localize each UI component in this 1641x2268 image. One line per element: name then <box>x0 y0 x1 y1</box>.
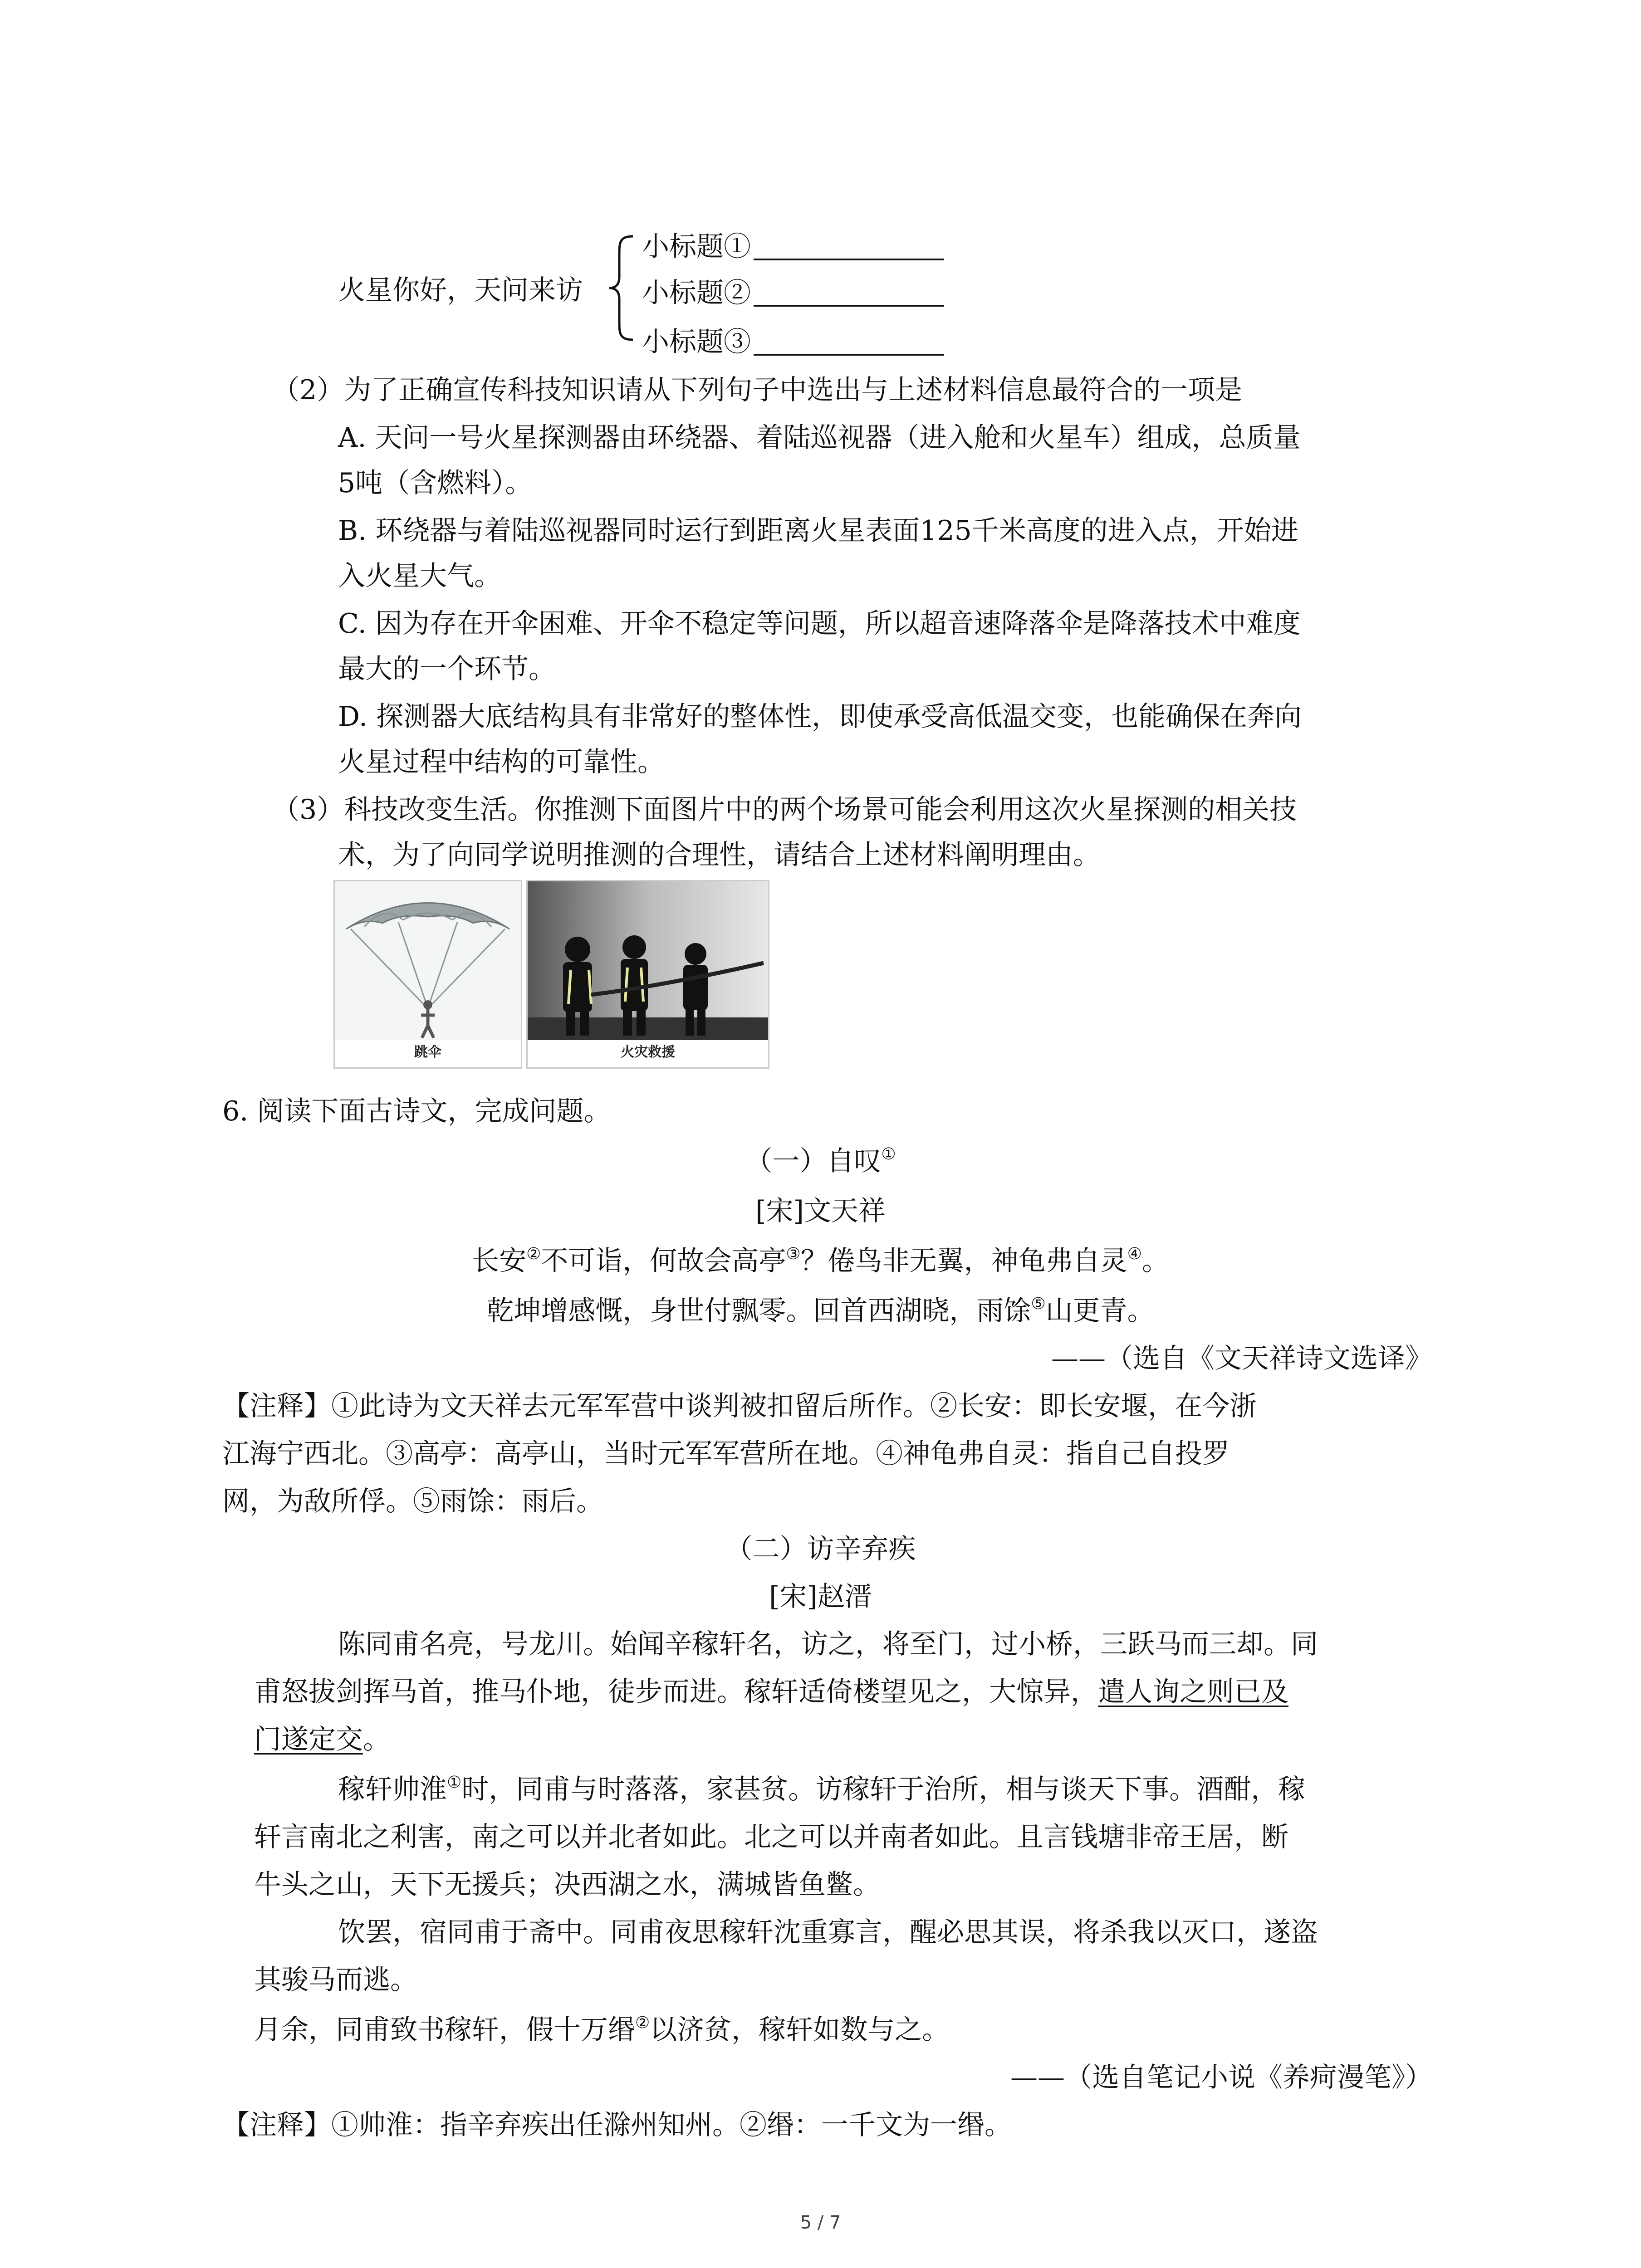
underlined-sentence-part2: 门遂定交 <box>254 1724 363 1755</box>
prose-p2-line3: 牛头之山，天下无援兵；决西湖之水，满城皆鱼鳖。 <box>254 1869 880 1901</box>
mindmap-item-2: 小标题② <box>642 278 944 307</box>
prose-p3-line2: 其骏马而逃。 <box>254 1964 417 1996</box>
fire-rescue-image <box>526 880 769 1069</box>
poem-source: ——（选自《文天祥诗文选译》 <box>1051 1343 1432 1374</box>
mindmap-item-1: 小标题① <box>642 231 944 260</box>
caption-fire-rescue: 火灾救援 <box>621 1044 675 1060</box>
q2-option-c-line2: 最大的一个环节。 <box>338 653 556 685</box>
q2-option-a-line2: 5吨（含燃料）。 <box>338 467 533 499</box>
answer-blank-3[interactable] <box>754 327 944 356</box>
mindmap-item-3: 小标题③ <box>642 327 944 356</box>
prose-note: 【注释】①帅淮：指辛弃疾出任滁州知州。②缗：一千文为一缗。 <box>222 2109 1012 2141</box>
underlined-sentence-part1: 遣人询之则已及 <box>1098 1676 1288 1708</box>
page-number: 5 / 7 <box>800 2212 841 2233</box>
q2-option-b-line2: 入火星大气。 <box>338 560 501 592</box>
poem-note-line3: 网，为敌所俘。⑤雨馀：雨后。 <box>222 1486 603 1517</box>
poem-line-1: 长安②不可诣，何故会高亭③？倦鸟非无翼，神龟弗自灵④。 <box>472 1245 1169 1277</box>
q2-option-d-line1: D. 探测器大底结构具有非常好的整体性，即使承受高低温交变，也能确保在奔向 <box>338 701 1302 733</box>
poem-title: （一）自叹① <box>745 1145 896 1177</box>
parachute-icon <box>335 881 521 1067</box>
prose-p1-line2: 甫怒拔剑挥马首，推马仆地，徒步而进。稼轩适倚楼望见之，大惊异，遣人询之则已及 <box>254 1676 1288 1708</box>
poem-note-line1: 【注释】①此诗为文天祥去元军军营中谈判被扣留后所作。②长安：即长安堰，在今浙 <box>222 1390 1257 1422</box>
answer-blank-1[interactable] <box>754 231 944 260</box>
prose-p1-line1: 陈同甫名亮，号龙川。始闻辛稼轩名，访之，将至门，过小桥，三跃马而三却。同 <box>338 1628 1318 1660</box>
caption-skydiving: 跳伞 <box>414 1044 441 1060</box>
q2-option-d-line2: 火星过程中结构的可靠性。 <box>338 746 665 778</box>
q2-option-a-line1: A. 天问一号火星探测器由环绕器、着陆巡视器（进入舱和火星车）组成，总质量 <box>338 422 1301 454</box>
curly-brace-icon <box>606 234 637 342</box>
prose-p4-line: 月余，同甫致书稼轩，假十万缗②以济贫，稼轩如数与之。 <box>254 2014 950 2046</box>
q3-line2: 术，为了向同学说明推测的合理性，请结合上述材料阐明理由。 <box>338 839 1100 871</box>
q3-line1: （3）科技改变生活。你推测下面图片中的两个场景可能会利用这次火星探测的相关技 <box>272 794 1297 826</box>
prose-p2-line2: 轩言南北之利害，南之可以并北者如此。北之可以并南者如此。且言钱塘非帝王居，断 <box>254 1821 1288 1853</box>
q2-option-c-line1: C. 因为存在开伞困难、开伞不稳定等问题，所以超音速降落伞是降落技术中难度 <box>338 608 1301 640</box>
prose-source: ——（选自笔记小说《养疴漫笔》） <box>1010 2062 1432 2093</box>
poem-note-line2: 江海宁西北。③高亭：高亭山，当时元军军营所在地。④神龟弗自灵：指自己自投罗 <box>222 1438 1230 1470</box>
mindmap-root: 火星你好，天问来访 <box>338 274 583 306</box>
q6-stem: 6. 阅读下面古诗文，完成问题。 <box>222 1095 611 1127</box>
q2-option-b-line1: B. 环绕器与着陆巡视器同时运行到距离火星表面125千米高度的进入点，开始进 <box>338 515 1298 547</box>
prose-p3-line1: 饮罢，宿同甫于斋中。同甫夜思稼轩沈重寡言，醒必思其误，将杀我以灭口，遂盗 <box>338 1916 1318 1948</box>
prose-p1-line3: 门遂定交。 <box>254 1724 390 1755</box>
firefighters-icon <box>528 881 768 1067</box>
prose-author: [宋]赵溍 <box>769 1581 872 1613</box>
prose-title: （二）访辛弃疾 <box>725 1533 916 1565</box>
poem-line-2: 乾坤增感慨，身世付飘零。回首西湖晓，雨馀⑤山更青。 <box>486 1295 1155 1327</box>
prose-p2-line1: 稼轩帅淮①时，同甫与时落落，家甚贫。访稼轩于治所，相与谈天下事。酒酣，稼 <box>338 1773 1306 1805</box>
q2-stem: （2）为了正确宣传科技知识请从下列句子中选出与上述材料信息最符合的一项是 <box>272 374 1243 406</box>
skydiving-image <box>333 880 522 1069</box>
answer-blank-2[interactable] <box>754 278 944 307</box>
poem-author: [宋]文天祥 <box>755 1195 886 1227</box>
